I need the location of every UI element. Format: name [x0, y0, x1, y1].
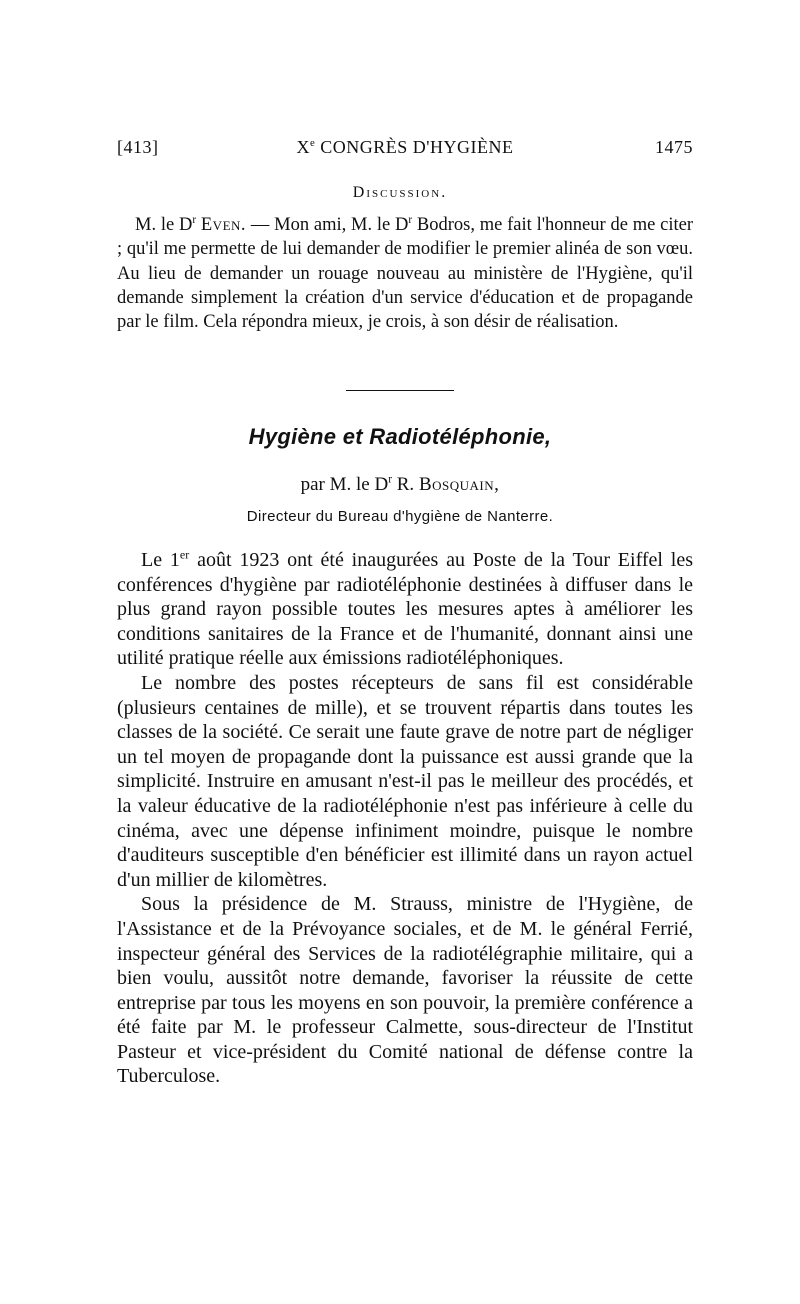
body-paragraph-1: Le 1er août 1923 ont été inaugurées au Poste de la Tour Eiffel les conférences d'hygiène par radiotéléphonie destinées à diffuser dans le plus grand rayon possible toutes les mesures aptes à améliorer les conditions sanitaires de la France et de l'humanité, donnant ainsi une utilité pratique réelle aux émissions radiotéléphoniques.: [117, 547, 694, 670]
article-title: Hygiène et Radiotéléphonie,: [248, 424, 552, 449]
discussion-heading: Discussion.: [352, 184, 448, 201]
author-affiliation: Directeur du Bureau d'hygiène de Nanterre.: [246, 508, 554, 525]
page-number: 1475: [655, 137, 693, 157]
section-divider: [346, 390, 454, 391]
header-title: Xe CONGRÈS D'HYGIÈNE: [296, 137, 514, 157]
article-byline: par M. le $D^r$ R. Bosquain,: [300, 473, 500, 495]
discussion-paragraph: M. le $D^r$ Even. — Mon ami, M. le $D^r$ Bodros, me fait l'honneur de me citer ; qu'il me permette de lui demander de modifier le premier alinéa de son vœu. Au lieu de demander un rouage nouveau au ministère de l'Hygiène, qu'il demande simplement la création d'un service d'éducation et de propagande par le film. Cela répondra mieux, je crois, à son désir de réalisation.: [117, 213, 693, 333]
author-name: Bosquain,: [418, 474, 500, 495]
speaker-name: Even.: [200, 215, 247, 235]
body-paragraph-3: Sous la présidence de M. Strauss, ministre de l'Hygiène, de l'Assistance et de la Prévoyance sociales, et de M. le général Ferrié, inspecteur général des Services de la radiotélégraphie militaire, qui a bien voulu, aussitôt notre demande, favoriser la réussite de cette entreprise par tous les moyens en son pouvoir, la première conférence a été faite par M. le professeur Calmette, sous-directeur de l'Institut Pasteur et vice-président du Comité national de défense contre la Tuberculose.: [117, 893, 693, 1088]
body-paragraph-2: Le nombre des postes récepteurs de sans fil est considérable (plusieurs centaines de mille), et se trouvent répartis dans toutes les classes de la société. Ce serait une faute grave de notre part de négliger un tel moyen de propagande dont la puissance est aussi grande que la simplicité. Instruire en amusant n'est-il pas le meilleur des procédés, et la valeur éducative de la radiotéléphonie n'est pas inférieure à celle du cinéma, avec une dépense infiniment moindre, puisque le nombre d'auditeurs susceptible d'en bénéficier est illimité dans un rayon actuel d'un millier de kilomètres.: [117, 671, 693, 891]
article-body: [117, 548, 693, 1089]
running-header: [117, 137, 693, 161]
header-section-number: [413]: [117, 137, 159, 157]
